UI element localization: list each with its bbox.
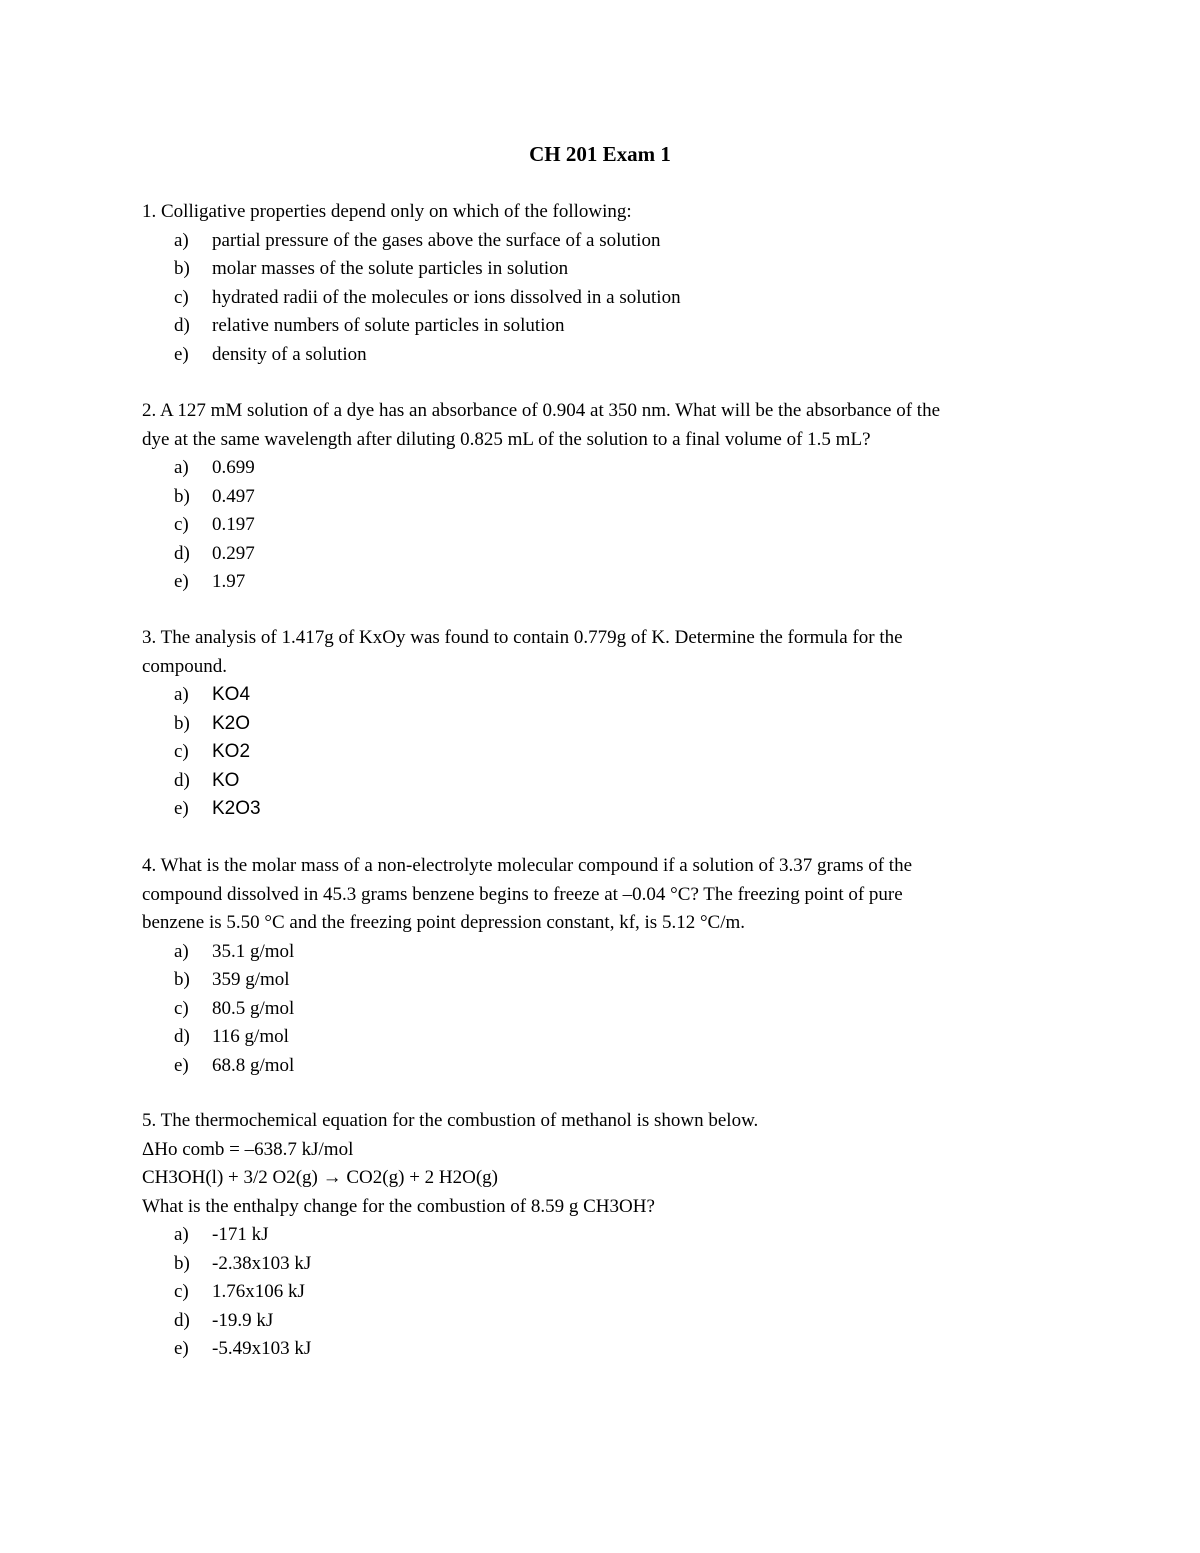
question-line: 5. The thermochemical equation for the combustion of methanol is shown below. — [142, 1110, 759, 1131]
option-a — [142, 227, 1072, 256]
option-letter: e) — [174, 343, 189, 365]
question-text — [142, 1107, 1072, 1221]
option-text: 0.699 — [212, 457, 255, 478]
option-text: 68.8 g/mol — [212, 1054, 295, 1076]
option-text: 1.76x106 kJ — [212, 1281, 305, 1302]
option-letter: a) — [174, 1224, 189, 1245]
question-2 — [142, 397, 1072, 597]
option-letter: a) — [174, 940, 189, 962]
option-list — [142, 938, 1072, 1081]
option-letter: d) — [174, 769, 190, 791]
option-text: relative numbers of solute particles in solution — [212, 315, 565, 336]
option-e — [142, 1052, 1072, 1081]
option-a — [142, 454, 1072, 483]
question-1 — [142, 198, 1072, 369]
option-e — [142, 795, 1072, 824]
question-text — [142, 624, 1072, 681]
option-text: 0.297 — [212, 542, 255, 564]
option-b — [142, 1250, 1072, 1279]
option-letter: a) — [174, 684, 189, 705]
option-a — [142, 938, 1072, 967]
question-text — [142, 198, 1072, 227]
option-text: 359 g/mol — [212, 969, 290, 990]
option-letter: d) — [174, 1026, 190, 1047]
option-c — [142, 738, 1072, 767]
option-text: 0.497 — [212, 485, 255, 507]
question-line: 2. A 127 mM solution of a dye has an absorbance of 0.904 at 350 nm. What will be the absorbance of the — [142, 400, 940, 421]
question-line: compound. — [142, 655, 227, 677]
option-a — [142, 1221, 1072, 1250]
option-b — [142, 483, 1072, 512]
option-d — [142, 1023, 1072, 1052]
question-line: What is the enthalpy change for the combustion of 8.59 g CH3OH? — [142, 1195, 655, 1217]
question-line: compound dissolved in 45.3 grams benzene begins to freeze at –0.04 °C? The freezing point of pure — [142, 883, 903, 905]
question-line: 3. The analysis of 1.417g of KxOy was found to contain 0.779g of K. Determine the formula for the — [142, 627, 903, 648]
option-d — [142, 312, 1072, 341]
option-d — [142, 540, 1072, 569]
option-text: partial pressure of the gases above the surface of a solution — [212, 229, 661, 251]
option-text: -2.38x103 kJ — [212, 1252, 312, 1274]
equation-line: CH3OH(l) + 3/2 O2(g) → CO2(g) + 2 H2O(g) — [142, 1167, 498, 1188]
option-a — [142, 681, 1072, 710]
option-letter: e) — [174, 1338, 189, 1359]
question-line: 4. What is the molar mass of a non-electrolyte molecular compound if a solution of 3.37 grams of the — [142, 855, 913, 876]
option-text: KO — [212, 769, 240, 791]
option-text: 0.197 — [212, 514, 255, 535]
option-c — [142, 995, 1072, 1024]
option-d — [142, 1307, 1072, 1336]
option-letter: c) — [174, 514, 189, 535]
option-list — [142, 227, 1072, 370]
option-text: -171 kJ — [212, 1224, 269, 1245]
option-text: KO2 — [212, 741, 251, 762]
option-list — [142, 1221, 1072, 1364]
option-text: KO4 — [212, 684, 251, 705]
option-e — [142, 568, 1072, 597]
enthalpy-line: ΔHo comb = –638.7 kJ/mol — [142, 1138, 354, 1160]
option-letter: a) — [174, 229, 189, 251]
option-list — [142, 454, 1072, 597]
question-line: dye at the same wavelength after diluting 0.825 mL of the solution to a final volume of 1.5 mL? — [142, 428, 871, 450]
option-c — [142, 511, 1072, 540]
option-text: K2O3 — [212, 798, 261, 819]
option-text: hydrated radii of the molecules or ions dissolved in a solution — [212, 286, 681, 308]
option-c — [142, 284, 1072, 313]
page-title: CH 201 Exam 1 — [529, 142, 671, 166]
option-e — [142, 1335, 1072, 1364]
option-list — [142, 681, 1072, 824]
option-letter: b) — [174, 969, 190, 990]
option-letter: c) — [174, 741, 189, 762]
option-text: 80.5 g/mol — [212, 997, 295, 1019]
option-text: 35.1 g/mol — [212, 940, 295, 962]
option-letter: b) — [174, 485, 190, 507]
question-5 — [142, 1107, 1072, 1364]
option-text: -5.49x103 kJ — [212, 1338, 312, 1359]
option-letter: a) — [174, 457, 189, 478]
option-letter: c) — [174, 997, 189, 1019]
option-letter: b) — [174, 712, 190, 734]
option-text: 1.97 — [212, 571, 246, 592]
option-letter: c) — [174, 286, 189, 308]
option-letter: d) — [174, 542, 190, 564]
option-b — [142, 966, 1072, 995]
option-letter: c) — [174, 1281, 189, 1302]
option-text: density of a solution — [212, 343, 367, 365]
option-letter: d) — [174, 315, 190, 336]
option-text: molar masses of the solute particles in solution — [212, 258, 569, 279]
question-3 — [142, 624, 1072, 824]
option-letter: b) — [174, 258, 190, 279]
option-text: 116 g/mol — [212, 1026, 289, 1047]
question-text — [142, 852, 1072, 938]
option-text: K2O — [212, 712, 251, 734]
option-c — [142, 1278, 1072, 1307]
option-letter: b) — [174, 1252, 190, 1274]
option-letter: d) — [174, 1309, 190, 1331]
option-letter: e) — [174, 1054, 189, 1076]
option-text: -19.9 kJ — [212, 1309, 274, 1331]
option-e — [142, 341, 1072, 370]
question-line: 1. Colligative properties depend only on which of the following: — [142, 201, 632, 222]
option-letter: e) — [174, 798, 189, 819]
question-line: benzene is 5.50 °C and the freezing point depression constant, kf, is 5.12 °C/m. — [142, 912, 746, 933]
option-letter: e) — [174, 571, 189, 592]
option-b — [142, 710, 1072, 739]
option-d — [142, 767, 1072, 796]
option-b — [142, 255, 1072, 284]
question-4 — [142, 852, 1072, 1080]
question-text — [142, 397, 1072, 454]
